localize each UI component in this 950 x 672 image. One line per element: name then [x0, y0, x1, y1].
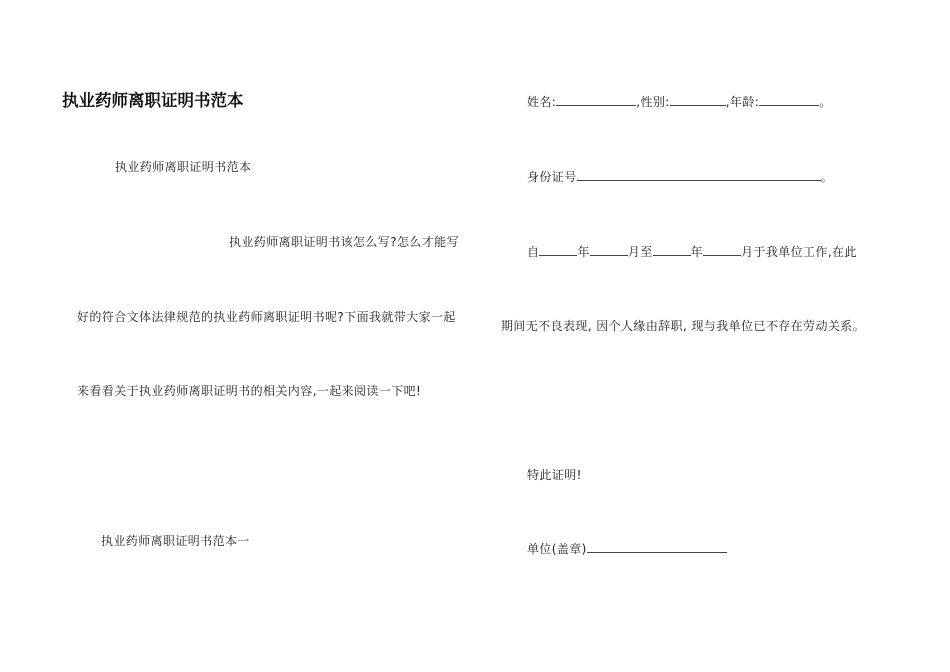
- name-label: 姓名:: [527, 95, 557, 109]
- gender-label: ,性别:: [636, 95, 670, 109]
- name-blank: [556, 94, 636, 106]
- start-year-blank: [539, 244, 577, 256]
- gender-blank: [670, 94, 726, 106]
- id-number-line: [527, 169, 833, 185]
- id-blank: [577, 169, 821, 181]
- age-blank: [759, 94, 819, 106]
- section-heading: 执业药师离职证明书范本一: [101, 534, 250, 548]
- start-month-blank: [590, 244, 628, 256]
- intro-line-1: 执业药师离职证明书该怎么写?怎么才能写: [229, 235, 459, 249]
- unit-seal-blank: [587, 541, 727, 553]
- end-month-blank: [703, 244, 741, 256]
- document-subtitle: 执业药师离职证明书范本: [115, 160, 252, 174]
- info-period: 。: [819, 95, 832, 109]
- from-label: 自: [527, 245, 540, 259]
- unit-label: 单位(盖章): [527, 542, 587, 556]
- month-to-label: 月至: [627, 245, 653, 259]
- year-label-2: 年: [690, 245, 704, 259]
- employment-period-line: [527, 244, 857, 260]
- document-title: 执业药师离职证明书范本: [62, 91, 244, 110]
- work-text: 月于我单位工作,在此: [741, 245, 857, 259]
- year-label-1: 年: [577, 245, 590, 259]
- intro-line-3: 来看看关于执业药师离职证明书的相关内容,一起来阅读一下吧!: [77, 384, 422, 398]
- certify-text: 特此证明!: [527, 468, 582, 482]
- end-year-blank: [653, 244, 691, 256]
- unit-seal-line: [527, 541, 727, 557]
- id-end: 。: [820, 170, 834, 184]
- conduct-statement: 期间无不良表现, 因个人缘由辞职, 现与我单位已不存在劳动关系。: [501, 319, 866, 333]
- id-label: 身份证号: [527, 170, 577, 184]
- age-label: ,年龄:: [725, 95, 760, 109]
- personal-info-line: [527, 94, 832, 110]
- intro-line-2: 好的符合文体法律规范的执业药师离职证明书呢?下面我就带大家一起: [77, 310, 456, 324]
